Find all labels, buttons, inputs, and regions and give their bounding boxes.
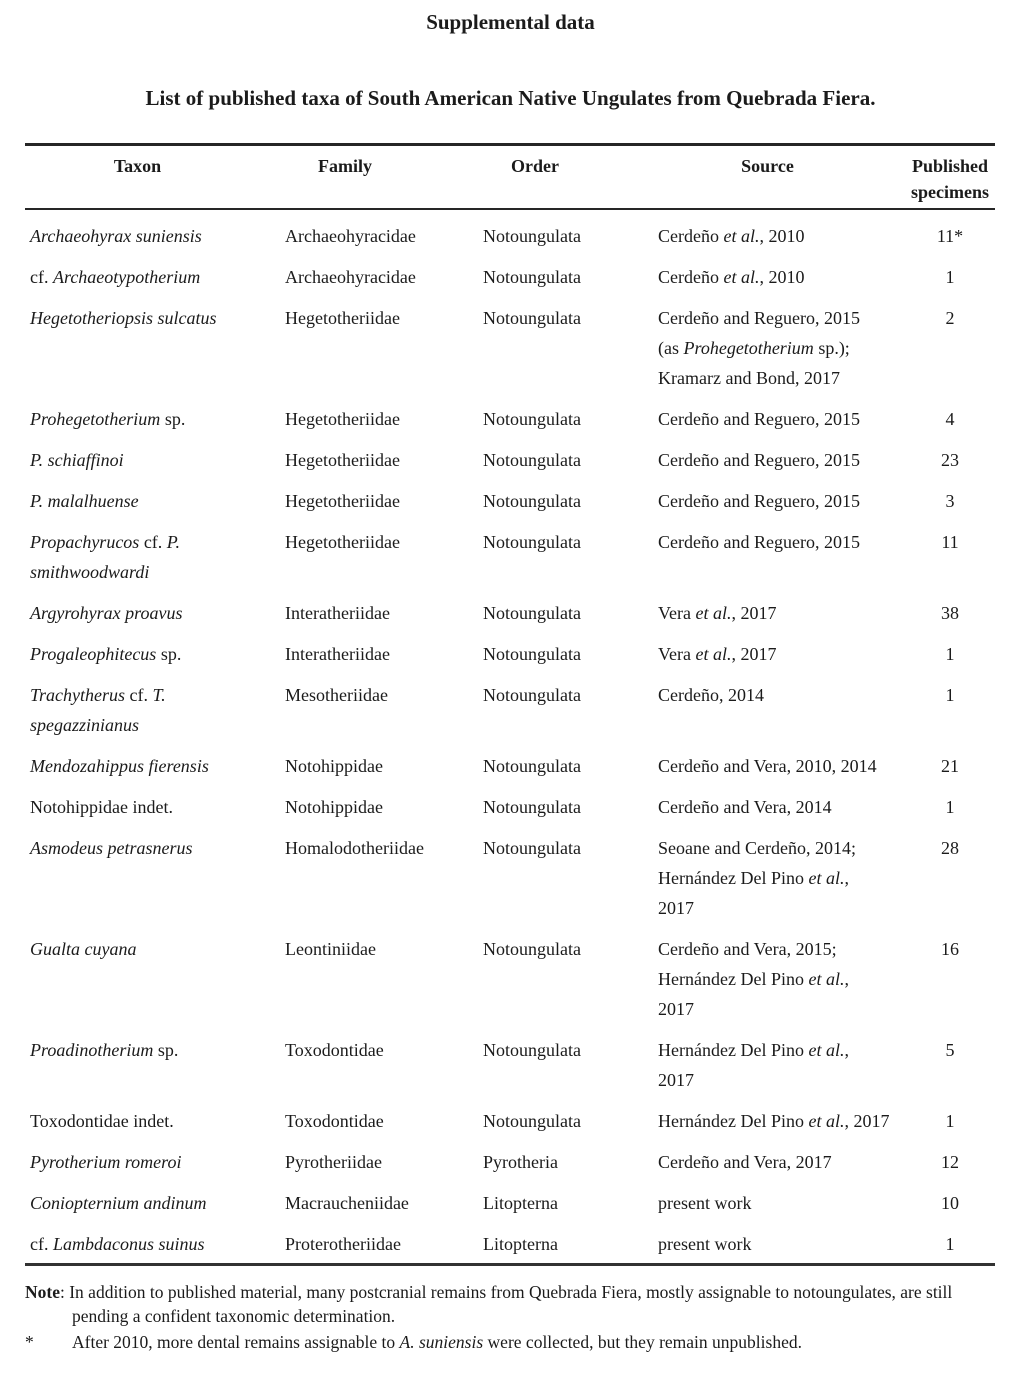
taxon-cell [25,445,250,475]
italic-text: Prohegetotherium [683,338,814,358]
table-row [25,639,995,669]
taxon-cell [25,221,250,251]
taxon-cell [25,1147,250,1177]
source-line [658,445,905,475]
table-row [25,445,995,475]
text-run: Cerdeño and Vera, 2015; [658,939,837,959]
text-run: Note [25,1282,60,1302]
specimens-cell: 1 [945,267,955,287]
taxon-line [30,680,250,710]
text-run: cf. [125,685,153,705]
table-row [25,751,995,781]
taxon-line [30,710,250,740]
order-cell: Notoungulata [483,603,581,623]
text-run: Cerdeño and Reguero, 2015 [658,491,860,511]
table-row [25,934,995,1024]
source-cell [630,934,905,1024]
text-run: Cerdeño [658,226,724,246]
asterisk-footnote [25,1330,1015,1354]
source-line [658,1106,905,1136]
source-cell [630,598,905,628]
table-row [25,833,995,923]
family-cell: Hegetotheriidae [285,532,400,552]
source-cell [630,639,905,669]
text-run: 2017 [658,999,694,1019]
taxon-cell [25,1229,250,1259]
family-cell: Interatheriidae [285,603,390,623]
source-line [658,833,905,863]
family-cell: Toxodontidae [285,1040,384,1060]
source-line [658,964,905,994]
order-cell: Notoungulata [483,644,581,664]
text-run: cf. [139,532,167,552]
taxon-line [30,445,250,475]
taxon-line [30,1188,250,1218]
specimens-cell: 1 [945,797,955,817]
order-cell: Notoungulata [483,409,581,429]
taxon-line [30,792,250,822]
text-run: Cerdeño and Vera, 2014 [658,797,832,817]
taxa-table [25,143,995,1266]
text-run: Cerdeño and Reguero, 2015 [658,308,860,328]
column-header-taxon: Taxon [113,156,162,176]
italic-text: Propachyrucos [30,532,140,552]
italic-text: Proadinotherium [30,1040,154,1060]
italic-text: P. schiaffinoi [30,450,124,470]
specimens-cell: 28 [941,838,959,858]
italic-text: et al. [808,1040,845,1060]
source-line [658,639,905,669]
text-run: 2017 [658,898,694,918]
specimens-cell: 1 [945,1234,955,1254]
italic-text: Argyrohyrax proavus [30,603,183,623]
table-row [25,1188,995,1218]
taxon-line [30,639,250,669]
source-cell [630,792,905,822]
source-line [658,527,905,557]
taxon-cell [25,934,250,964]
table-row [25,598,995,628]
table-row [25,221,995,251]
source-cell [630,1035,905,1095]
source-cell [630,404,905,434]
italic-text: Prohegetotherium [30,409,161,429]
source-line [658,1229,905,1259]
taxon-line [30,486,250,516]
italic-text: P. malalhuense [30,491,139,511]
table-note [25,1280,1015,1328]
source-line [658,994,905,1024]
italic-text: Gualta cuyana [30,939,137,959]
order-cell: Litopterna [483,1234,558,1254]
taxon-cell [25,1106,250,1136]
text-run: , [844,969,849,989]
taxon-cell [25,303,250,333]
taxon-line [30,1147,250,1177]
table-row [25,680,995,740]
order-cell: Notoungulata [483,797,581,817]
source-cell [630,1229,905,1259]
text-run: sp. [153,1040,179,1060]
italic-text: et al. [695,644,732,664]
source-cell [630,1147,905,1177]
family-cell: Archaeohyracidae [285,226,416,246]
order-cell: Notoungulata [483,491,581,511]
family-cell: Macraucheniidae [285,1193,409,1213]
family-cell: Mesotheriidae [285,685,388,705]
italic-text: Lambdaconus suinus [52,1234,205,1254]
taxon-line [30,1229,250,1259]
specimens-cell: 2 [945,308,955,328]
family-cell: Hegetotheriidae [285,308,400,328]
specimens-cell: 21 [941,756,959,776]
italic-text: Hegetotheriopsis sulcatus [30,308,217,328]
italic-text: T. [152,685,166,705]
taxon-cell [25,792,250,822]
text-run: , 2017 [731,603,777,623]
taxon-line [30,833,250,863]
table-row [25,792,995,822]
table-row [25,262,995,292]
table-caption: List of published taxa of South American Native Ungulates from Quebrada Fiera. [145,86,876,110]
source-cell [630,751,905,781]
source-line [658,262,905,292]
taxon-line [30,1106,250,1136]
italic-text: et al. [723,267,760,287]
source-line [658,303,905,333]
specimens-cell: 1 [945,685,955,705]
text-run: Cerdeño and Reguero, 2015 [658,409,860,429]
text-run: Vera [658,644,696,664]
column-header-specimens-line2: specimens [911,182,989,202]
text-run: pending a confident taxonomic determination. [72,1306,396,1326]
text-run: Seoane and Cerdeño, 2014; [658,838,856,858]
italic-text: Asmodeus petrasnerus [30,838,193,858]
source-line [658,221,905,251]
text-run: present work [658,1193,752,1213]
footnote-text [72,1330,802,1354]
family-cell: Hegetotheriidae [285,409,400,429]
taxon-line [30,527,250,557]
note-line [25,1304,1015,1328]
text-run: cf. [30,1234,53,1254]
specimens-cell: 38 [941,603,959,623]
source-cell [630,833,905,923]
source-cell [630,527,905,557]
source-line [658,934,905,964]
source-line [658,486,905,516]
italic-text: Coniopternium andinum [30,1193,207,1213]
text-run: Notohippidae indet. [30,797,173,817]
source-cell [630,680,905,710]
text-run: , [844,1040,849,1060]
source-line [658,1065,905,1095]
italic-text: et al. [808,868,845,888]
source-line [658,363,905,393]
source-line [658,1147,905,1177]
specimens-cell: 1 [945,1111,955,1131]
specimens-cell: 4 [945,409,955,429]
source-line [658,893,905,923]
text-run: Cerdeño, 2014 [658,685,764,705]
taxon-cell [25,486,250,516]
text-run: Toxodontidae indet. [30,1111,174,1131]
text-run: Cerdeño and Vera, 2010, 2014 [658,756,877,776]
source-cell [630,1188,905,1218]
family-cell: Interatheriidae [285,644,390,664]
italic-text: A. suniensis [399,1332,484,1352]
taxon-line [30,303,250,333]
family-cell: Homalodotheriidae [285,838,424,858]
taxon-line [30,598,250,628]
footnote-marker: * [25,1332,34,1352]
specimens-cell: 11* [936,226,964,246]
taxon-line [30,751,250,781]
order-cell: Notoungulata [483,450,581,470]
taxon-line [30,262,250,292]
table-body [25,210,995,1266]
specimens-cell: 3 [945,491,955,511]
family-cell: Hegetotheriidae [285,491,400,511]
text-run: Kramarz and Bond, 2017 [658,368,840,388]
italic-text: Progaleophitecus [30,644,157,664]
source-line [658,1188,905,1218]
source-line [658,404,905,434]
taxon-line [30,557,250,587]
source-cell [630,303,905,393]
order-cell: Litopterna [483,1193,558,1213]
order-cell: Notoungulata [483,532,581,552]
table-row [25,1147,995,1177]
text-run: present work [658,1234,752,1254]
specimens-cell: 11 [941,532,959,552]
family-cell: Hegetotheriidae [285,450,400,470]
table-row [25,303,995,393]
specimens-cell: 10 [941,1193,959,1213]
italic-text: et al. [723,226,760,246]
taxon-line [30,404,250,434]
text-run: cf. [30,267,53,287]
taxon-line [30,934,250,964]
text-run: Vera [658,603,696,623]
source-cell [630,262,905,292]
source-cell [630,1106,905,1136]
text-run: Cerdeño [658,267,724,287]
order-cell: Notoungulata [483,308,581,328]
taxon-cell [25,751,250,781]
text-run: Cerdeño and Vera, 2017 [658,1152,832,1172]
order-cell: Notoungulata [483,756,581,776]
order-cell: Notoungulata [483,226,581,246]
text-run: 2017 [658,1070,694,1090]
specimens-cell: 16 [941,939,959,959]
column-header-specimens-line1: Published [911,156,989,176]
text-run: sp. [160,409,186,429]
text-run: Hernández Del Pino [658,1111,809,1131]
taxon-line [30,221,250,251]
specimens-cell: 23 [941,450,959,470]
text-run: (as [658,338,684,358]
table-row [25,486,995,516]
text-run: , 2017 [844,1111,890,1131]
source-line [658,751,905,781]
text-run: Hernández Del Pino [658,1040,809,1060]
text-run: Cerdeño and Reguero, 2015 [658,450,860,470]
page-title: Supplemental data [426,10,595,34]
text-run: , 2010 [759,226,805,246]
order-cell: Notoungulata [483,1111,581,1131]
source-cell [630,221,905,251]
table-row [25,1035,995,1095]
column-header-family: Family [318,156,372,176]
family-cell: Proterotheriidae [285,1234,401,1254]
order-cell: Notoungulata [483,838,581,858]
source-line [658,680,905,710]
italic-text: P. [166,532,180,552]
italic-text: et al. [695,603,732,623]
taxon-cell [25,1035,250,1065]
text-run: sp. [156,644,182,664]
column-header-specimens [905,153,995,205]
text-run: sp.); [813,338,850,358]
family-cell: Toxodontidae [285,1111,384,1131]
taxon-cell [25,404,250,434]
table-row [25,1229,995,1259]
column-header-order: Order [511,156,559,176]
taxon-cell [25,598,250,628]
italic-text: spegazzinianus [30,715,140,735]
source-line [658,333,905,363]
source-line [658,1035,905,1065]
taxon-cell [25,680,250,740]
text-run: , 2010 [759,267,805,287]
family-cell: Archaeohyracidae [285,267,416,287]
specimens-cell: 5 [945,1040,955,1060]
family-cell: Notohippidae [285,797,383,817]
order-cell: Pyrotheria [483,1152,558,1172]
specimens-cell: 12 [941,1152,959,1172]
source-cell [630,486,905,516]
text-run: , [844,868,849,888]
taxon-cell [25,1188,250,1218]
italic-text: smithwoodwardi [30,562,150,582]
source-line [658,598,905,628]
table-row [25,404,995,434]
order-cell: Notoungulata [483,1040,581,1060]
italic-text: Archaeotypotherium [52,267,201,287]
text-run: , 2017 [731,644,777,664]
text-run: Hernández Del Pino [658,868,809,888]
specimens-cell: 1 [945,644,955,664]
italic-text: Trachytherus [30,685,126,705]
family-cell: Notohippidae [285,756,383,776]
taxon-line [30,1035,250,1065]
italic-text: et al. [808,1111,845,1131]
italic-text: et al. [808,969,845,989]
source-line [658,792,905,822]
taxon-cell [25,527,250,587]
order-cell: Notoungulata [483,685,581,705]
taxon-cell [25,262,250,292]
italic-text: Pyrotherium romeroi [30,1152,182,1172]
text-run: were collected, but they remain unpublished. [483,1332,802,1352]
taxon-cell [25,639,250,669]
source-cell [630,445,905,475]
text-run: Hernández Del Pino [658,969,809,989]
italic-text: Mendozahippus fierensis [30,756,209,776]
order-cell: Notoungulata [483,267,581,287]
family-cell: Leontiniidae [285,939,376,959]
text-run: Cerdeño and Reguero, 2015 [658,532,860,552]
italic-text: Archaeohyrax suniensis [30,226,202,246]
family-cell: Pyrotheriidae [285,1152,382,1172]
table-header-row [25,143,995,210]
text-run: After 2010, more dental remains assignable to [72,1332,400,1352]
note-line [25,1280,1015,1304]
table-row [25,527,995,587]
column-header-source: Source [741,156,794,176]
order-cell: Notoungulata [483,939,581,959]
table-row [25,1106,995,1136]
text-run: : In addition to published material, many postcranial remains from Quebrada Fiera, mostly assignable to notoungulates, are still [59,1282,953,1302]
taxon-cell [25,833,250,863]
source-line [658,863,905,893]
